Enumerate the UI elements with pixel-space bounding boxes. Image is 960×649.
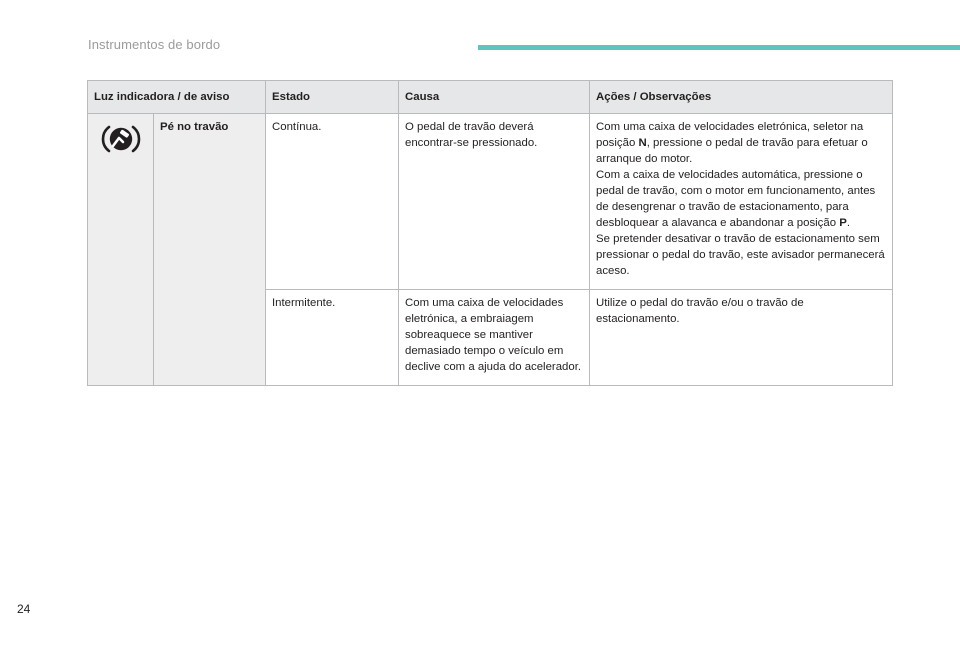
column-header-indicator: Luz indicadora / de aviso bbox=[88, 81, 266, 114]
page-number: 24 bbox=[17, 602, 31, 616]
actions-cell bbox=[590, 114, 893, 290]
table-header-row bbox=[88, 81, 893, 114]
indicator-icon-cell bbox=[88, 114, 154, 386]
action-paragraph: Com a caixa de velocidades automática, pressione o pedal de travão, com o motor em funcionamento, antes de desengrenar o travão de estacionamento, para desbloquear a alavanca e abandonar a posição P. bbox=[596, 169, 876, 229]
brake-pedal-warning-icon bbox=[101, 146, 141, 158]
cause-cell: Com uma caixa de velocidades eletrónica, a embraiagem sobreaquece se mantiver demasiado tempo o veículo em declive com a ajuda do acelerador. bbox=[399, 290, 590, 386]
section-title: Instrumentos de bordo bbox=[88, 37, 221, 52]
warning-lights-table bbox=[87, 80, 893, 386]
action-paragraph: Se pretender desativar o travão de estacionamento sem pressionar o pedal do travão, este avisador permanecerá aceso. bbox=[596, 233, 885, 277]
gear-position-n: N bbox=[638, 137, 647, 149]
table-row bbox=[88, 114, 893, 290]
gear-position-p: P bbox=[839, 217, 847, 229]
actions-cell: Utilize o pedal do travão e/ou o travão de estacionamento. bbox=[590, 290, 893, 386]
column-header-actions: Ações / Observações bbox=[590, 81, 893, 114]
indicator-name: Pé no travão bbox=[154, 114, 266, 386]
state-cell: Intermitente. bbox=[266, 290, 399, 386]
cause-cell: O pedal de travão deverá encontrar-se pressionado. bbox=[399, 114, 590, 290]
state-cell: Contínua. bbox=[266, 114, 399, 290]
column-header-cause: Causa bbox=[399, 81, 590, 114]
action-paragraph: Com uma caixa de velocidades eletrónica, seletor na posição N, pressione o pedal de travão para efetuar o arranque do motor. bbox=[596, 121, 868, 165]
column-header-state: Estado bbox=[266, 81, 399, 114]
section-header-rule bbox=[478, 45, 960, 50]
